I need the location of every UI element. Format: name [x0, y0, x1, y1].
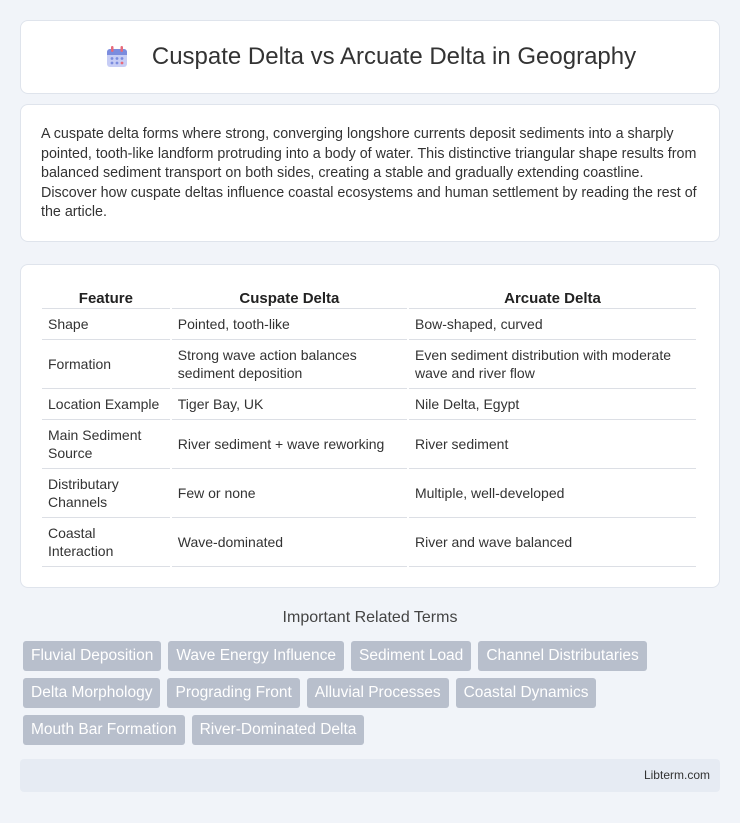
tag-coastal-dynamics[interactable]: Coastal Dynamics: [456, 678, 597, 708]
arcuate-cell: Multiple, well-developed: [409, 469, 696, 518]
arcuate-cell: Nile Delta, Egypt: [409, 389, 696, 420]
table-header-row: [42, 285, 696, 309]
column-header-feature: Feature: [42, 285, 170, 309]
feature-cell: Shape: [42, 309, 170, 340]
cuspate-cell: Tiger Bay, UK: [172, 389, 407, 420]
arcuate-cell: Bow-shaped, curved: [409, 309, 696, 340]
cuspate-cell: Few or none: [172, 469, 407, 518]
feature-cell: Formation: [42, 340, 170, 389]
feature-cell: Distributary Channels: [42, 469, 170, 518]
tag-prograding-front[interactable]: Prograding Front: [167, 678, 299, 708]
tag-fluvial-deposition[interactable]: Fluvial Deposition: [23, 641, 161, 671]
arcuate-cell: Even sediment distribution with moderate wave and river flow: [409, 340, 696, 389]
feature-cell: Main Sediment Source: [42, 420, 170, 469]
related-terms-heading: Important Related Terms: [282, 609, 458, 626]
table-row: [42, 309, 696, 340]
feature-cell: Location Example: [42, 389, 170, 420]
footer-brand-link[interactable]: Libterm.com: [643, 768, 710, 782]
table-row: [42, 469, 696, 518]
tag-mouth-bar-formation[interactable]: Mouth Bar Formation: [23, 715, 185, 745]
tag-channel-distributaries[interactable]: Channel Distributaries: [478, 641, 647, 671]
table-row: [42, 340, 696, 389]
cuspate-cell: Wave-dominated: [172, 518, 407, 567]
footer: [20, 759, 720, 792]
comparison-table: [40, 285, 698, 567]
cuspate-cell: River sediment + wave reworking: [172, 420, 407, 469]
cuspate-cell: Strong wave action balances sediment deposition: [172, 340, 407, 389]
tag-delta-morphology[interactable]: Delta Morphology: [23, 678, 160, 708]
cuspate-cell: Pointed, tooth-like: [172, 309, 407, 340]
table-row: [42, 420, 696, 469]
intro-card: [20, 104, 720, 242]
tag-sediment-load[interactable]: Sediment Load: [351, 641, 471, 671]
feature-cell: Coastal Interaction: [42, 518, 170, 567]
arcuate-cell: River sediment: [409, 420, 696, 469]
tag-alluvial-processes[interactable]: Alluvial Processes: [307, 678, 449, 708]
comparison-card: [20, 264, 720, 588]
tag-river-dominated-delta[interactable]: River-Dominated Delta: [192, 715, 365, 745]
related-terms-list: [23, 641, 723, 745]
column-header-cuspate: Cuspate Delta: [172, 285, 407, 309]
title-card: [20, 20, 720, 94]
table-row: [42, 389, 696, 420]
calendar-icon: [104, 44, 130, 70]
tag-wave-energy-influence[interactable]: Wave Energy Influence: [168, 641, 344, 671]
column-header-arcuate: Arcuate Delta: [409, 285, 696, 309]
page-title: Cuspate Delta vs Arcuate Delta in Geography: [151, 43, 637, 70]
intro-paragraph: A cuspate delta forms where strong, converging longshore currents deposit sediments into a sharply pointed, tooth-like landform protruding into a body of water. This distinctive triangular shape results from balanced sediment transport on both sides, creating a stable and gradually extending coastline. Discover how cuspate deltas influence coastal ecosystems and human settlement by reading the rest of the article.: [41, 126, 697, 221]
table-row: [42, 518, 696, 567]
arcuate-cell: River and wave balanced: [409, 518, 696, 567]
